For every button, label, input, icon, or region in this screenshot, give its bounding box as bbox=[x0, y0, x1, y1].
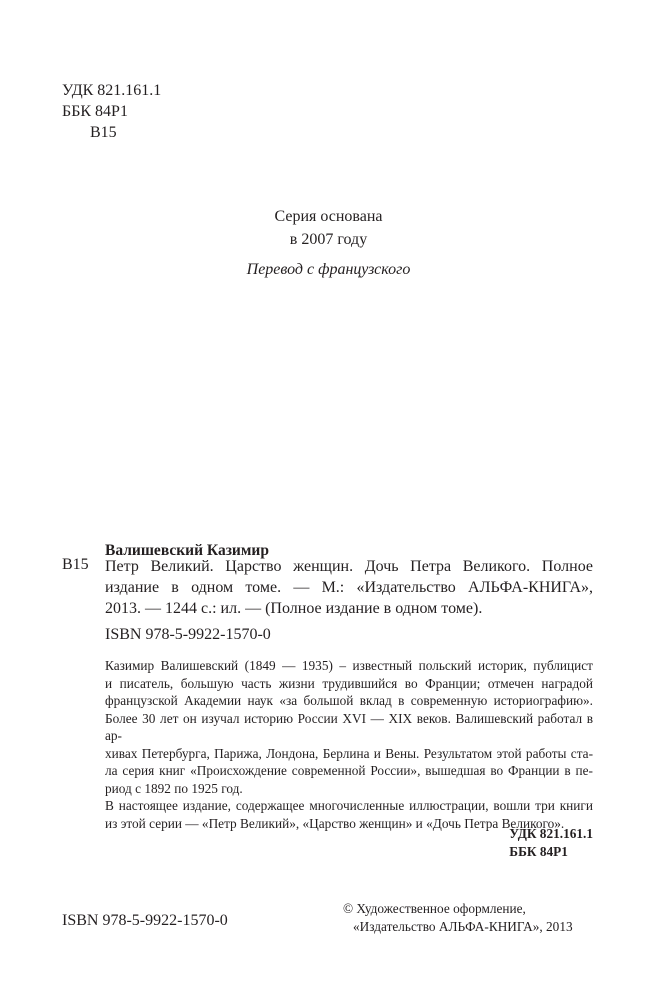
annotation-line: и писатель, большую часть жизни трудившийся во Франции; отмечен наградой bbox=[105, 675, 593, 691]
series-line-2: в 2007 году bbox=[289, 231, 368, 248]
annotation-line: В настоящее издание, содержащее многочисленные иллюстрации, вошли три книги bbox=[105, 798, 593, 813]
bbk-code: ББК 84Р1 bbox=[62, 103, 128, 120]
catalog-author: Валишевский Казимир bbox=[105, 542, 269, 559]
series-info bbox=[0, 205, 657, 251]
copyright-notice bbox=[343, 900, 573, 935]
bottom-classification-codes bbox=[509, 825, 593, 860]
catalog-line: Петр Великий. Царство женщин. Дочь Петра Великого. Полное bbox=[105, 558, 593, 575]
bottom-udk-code: УДК 821.161.1 bbox=[509, 826, 593, 841]
translation-note: Перевод с французского bbox=[246, 261, 411, 278]
udk-code: УДК 821.161.1 bbox=[62, 82, 162, 99]
annotation-line: ла серия книг «Происхождение современной России», вышедшая во Франции в пе- bbox=[105, 763, 593, 778]
author-mark: В15 bbox=[90, 124, 117, 141]
annotation-line: Казимир Валишевский (1849 — 1935) – известный польский историк, публицист bbox=[105, 658, 593, 673]
bottom-bbk-code: ББК 84Р1 bbox=[509, 843, 568, 859]
top-classification-codes bbox=[62, 80, 161, 143]
annotation-line: Более 30 лет он изучал историю России XVI — XIX веков. Валишевский работал в ар- bbox=[105, 710, 593, 743]
annotation-line: риод с 1892 по 1925 год. bbox=[105, 780, 243, 796]
catalog-line: 2013. — 1244 с.: ил. — (Полное издание в одном томе). bbox=[105, 600, 483, 617]
annotation bbox=[105, 657, 593, 832]
annotation-line: хивах Петербурга, Парижа, Лондона, Берлина и Вены. Результатом этой работы ста- bbox=[105, 745, 593, 761]
annotation-line: французской Академии наук «за большой вклад в современную историографию». bbox=[105, 693, 593, 708]
series-line-1: Серия основана bbox=[274, 208, 383, 225]
copyright-line-1: © Художественное оформление, bbox=[343, 901, 526, 916]
annotation-line: из этой серии — «Петр Великий», «Царство женщин» и «Дочь Петра Великого». bbox=[105, 815, 565, 831]
catalog-description bbox=[105, 556, 593, 619]
footer-isbn: ISBN 978-5-9922-1570-0 bbox=[62, 912, 228, 929]
copyright-line-2: «Издательство АЛЬФА-КНИГА», 2013 bbox=[353, 918, 573, 934]
catalog-isbn: ISBN 978-5-9922-1570-0 bbox=[105, 626, 271, 643]
catalog-line: издание в одном томе. — М.: «Издательство АЛЬФА-КНИГА», bbox=[105, 579, 593, 596]
catalog-code: В15 bbox=[62, 556, 89, 573]
